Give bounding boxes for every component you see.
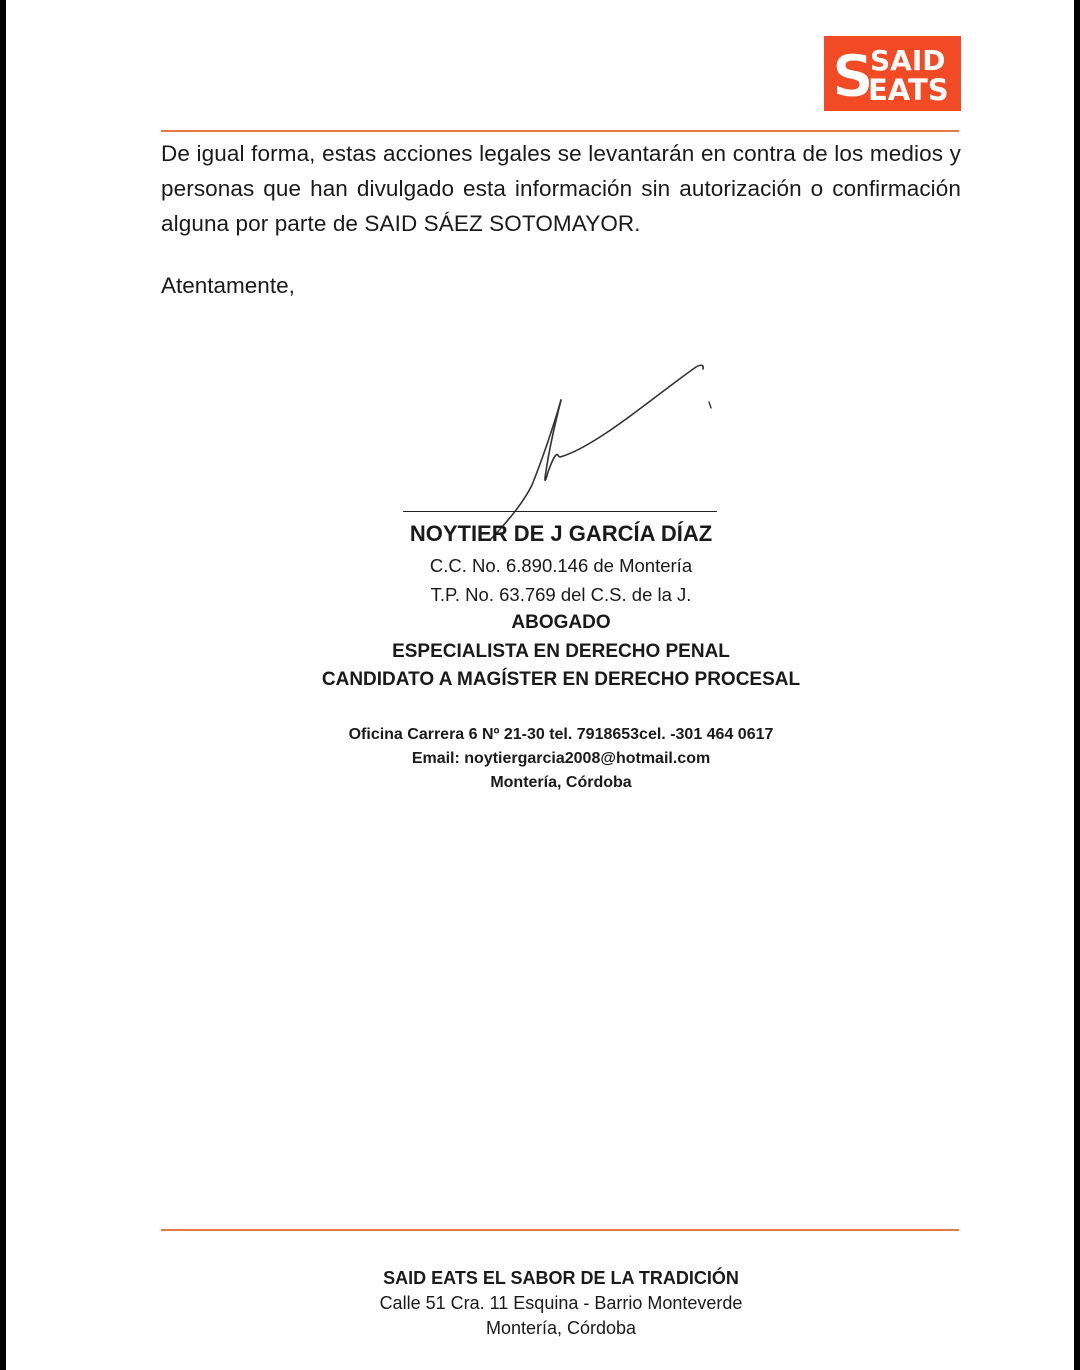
said-eats-logo	[824, 36, 961, 111]
signatory-id: C.C. No. 6.890.146 de Montería	[429, 555, 693, 576]
signature-line	[403, 511, 717, 512]
signatory-city: Montería, Córdoba	[490, 774, 632, 791]
footer-city: Montería, Córdoba	[485, 1318, 637, 1338]
letter-page	[6, 0, 1074, 1370]
footer-address: Calle 51 Cra. 11 Esquina - Barrio Monteverde	[379, 1293, 743, 1313]
logo-word-eats: EATS	[868, 73, 949, 107]
footer-company: SAID EATS EL SABOR DE LA TRADICIÓN	[383, 1268, 739, 1288]
signatory-professional-card: T.P. No. 63.769 del C.S. de la J.	[430, 584, 692, 605]
signatory-name: NOYTIER DE J GARCÍA DÍAZ	[409, 521, 713, 546]
svg-text:S: S	[832, 42, 874, 110]
signatory-specialty: ESPECIALISTA EN DERECHO PENAL	[392, 641, 730, 662]
signatory-candidacy: CANDIDATO A MAGÍSTER EN DERECHO PROCESAL	[321, 669, 801, 690]
signatory-title: ABOGADO	[511, 612, 611, 633]
logo-word-said: SAID	[870, 44, 946, 77]
letter-paragraph: De igual forma, estas acciones legales se levantarán en contra de los medios y personas que han divulgado esta información sin autorización o confirmación alguna por parte de SAID SÁEZ SOTOMAYOR.	[161, 141, 961, 236]
signatory-office: Oficina Carrera 6 Nº 21-30 tel. 7918653cel. -301 464 0617	[348, 726, 774, 743]
said-eats-logo-mark	[824, 36, 961, 111]
footer-divider	[161, 1229, 959, 1231]
letter-closing: Atentamente,	[161, 273, 295, 298]
signatory-email: Email: noytiergarcia2008@hotmail.com	[411, 750, 711, 767]
header-divider	[161, 130, 959, 132]
